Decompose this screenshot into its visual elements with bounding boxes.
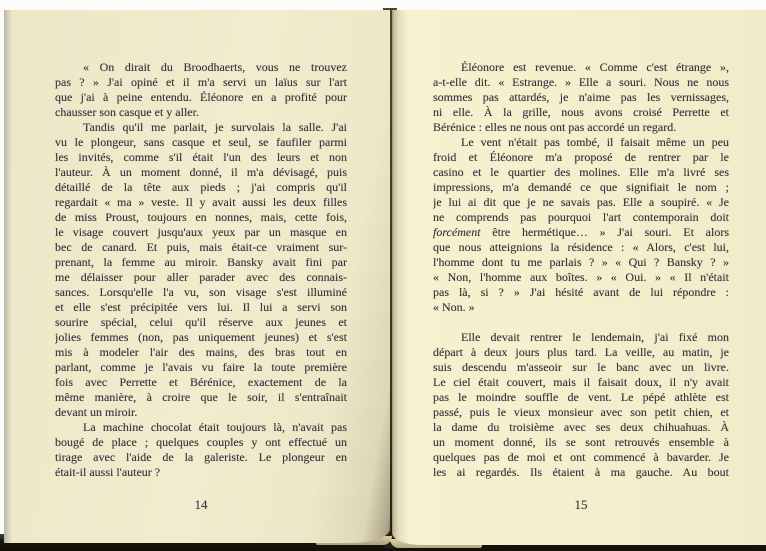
text-line: « Non, l'homme aux boîtes. » « Oui. » « Il n'était [433,270,729,284]
text-line: la dame du troisième avec ses deux chihuahuas. À [433,420,729,434]
text-line: bec de canard. Et puis, mais était-ce vraiment sur- [55,240,347,254]
text-line: même manière, à croire que le soir, il s'entraînait [55,390,347,404]
page-number-left: 14 [194,497,208,512]
text-line: les ai regardés. Ils étaient à ma gauche. Au bout [433,465,729,479]
paragraph [433,330,729,480]
text-line: sourire spécial, celui qu'il réserve aux jeunes et [55,315,347,329]
text-line: a-t-elle dit. « Estrange. » Elle a souri. Nous ne nous [433,75,729,89]
paragraph [55,420,347,480]
text-line: les invités, comme s'il était l'un des leurs et non [55,150,347,164]
text-line: l'homme dont tu me parlais ? » « Qui ? Bansky ? » [433,255,729,269]
text-line: forcément être hermétique… » J'ai souri. Et alors [433,225,729,239]
text-line: jolies femmes (non, pas uniquement jeunes) et s'est [55,330,347,344]
text-line: je lui ai dit que je ne savais pas. Elle a soupiré. « Je [433,195,729,209]
text-line: ni elle. À la grille, nous avons croisé Perrette et [433,105,729,119]
text-line: pas là, si ? » J'ai hésité avant de lui répondre : [433,285,729,299]
text-line: que j'ai à peine entendu. Éléonore en a profité pour [55,90,347,104]
text-line: Bérénice : elles ne nous ont pas accordé un regard. [433,120,677,134]
paragraph [55,60,347,120]
text-line: le visage couvert jusqu'aux yeux par un masque en [55,225,347,239]
page-number-right: 15 [574,497,588,512]
text-line: chausser son casque et y aller. [55,105,199,119]
text-line: un moment donné, ils se sont retrouvés ensemble à [433,435,729,449]
text-line: l'auteur. À un moment donné, il m'a dévisagé, puis [55,165,347,179]
text-line: départ à deux jours plus tard. La veille, au matin, je [433,345,729,359]
text-line: impressions, m'a demandé ce que signifiait le nom ; [433,180,729,194]
text-line: Le ciel était couvert, mais il faisait doux, il n'y avait [433,375,729,389]
text-line: La machine chocolat était toujours là, n'avait pas [83,420,347,434]
left-page [4,10,390,543]
text-line: mis à modeler l'air des mains, des bras tout en [55,345,347,359]
paragraph [433,60,729,135]
text-line: détaillé de la tête aux pieds ; j'ai compris qu'il [55,180,347,194]
paragraph [433,135,729,315]
right-page-text [433,60,729,512]
text-line: passé, puis le vieux monsieur avec son petit chien, et [433,405,729,419]
text-line: de miss Proust, toujours en nonnes, mais, cette fois, [55,210,347,224]
text-line: était-il aussi l'auteur ? [55,465,161,479]
left-page-text [55,60,347,512]
text-line: « Non. » [433,300,475,314]
text-line: prenant, la femme au miroir. Bansky avait fini par [55,255,347,269]
text-line: Le vent n'était pas tombé, il faisait même un peu [461,135,729,149]
text-line: Tandis qu'il me parlait, je survolais la salle. J'ai [83,120,347,134]
text-line: ne comprends pas pourquoi l'art contemporain doit [433,210,729,224]
text-line: sommes pas attardés, je n'aime pas les vernissages, [433,90,729,104]
text-line: bougé de place ; quelques couples y ont effectué un [55,435,347,449]
text-line: pas ? » J'ai opiné et il m'a servi un laïus sur l'art [55,75,347,89]
text-line: que nous atteignions la résidence : « Alors, c'est lui, [433,240,729,254]
text-line: tirage avec l'aide de la galeriste. Le plongeur en [55,450,347,464]
text-line: et elle s'est précipitée vers lui. Il lui a servi son [55,300,347,314]
text-line: Éléonore est revenue. « Comme c'est étrange », [461,60,729,74]
text-line: sances. Lorsqu'elle l'a vu, son visage s'est illuminé [55,285,347,299]
text-line: regardait « ma » veste. Il y avait aussi les deux filles [55,195,347,209]
text-line: casino et le quartier des molines. Elle m'a livré ses [433,165,729,179]
text-line: quelques pas de moi et ont commencé à bavarder. Je [433,450,729,464]
text-line: devant un miroir. [55,405,138,419]
paragraph [55,120,347,420]
text-line: « On dirait du Broodhaerts, vous ne trouvez [83,60,347,74]
text-line: me délaisser pour aller parader avec des connais- [55,270,347,284]
text-line: froid et Éléonore m'a proposé de rentrer par le [433,150,729,164]
text-line: parlant, comme je l'avais vu faire la toute première [55,360,347,374]
text-line: fois avec Perrette et Bérénice, exactement de la [55,375,347,389]
right-page [392,10,766,545]
text-line: Elle devait rentrer le lendemain, j'ai fixé mon [461,330,729,344]
text-line: pas le moindre souffle de vent. Le pépé athlète est [433,390,729,404]
text-line: vu le plongeur, sans casque et seul, se faufiler parmi [55,135,347,149]
text-line: suis descendu m'asseoir sur le banc avec un livre. [433,360,729,374]
